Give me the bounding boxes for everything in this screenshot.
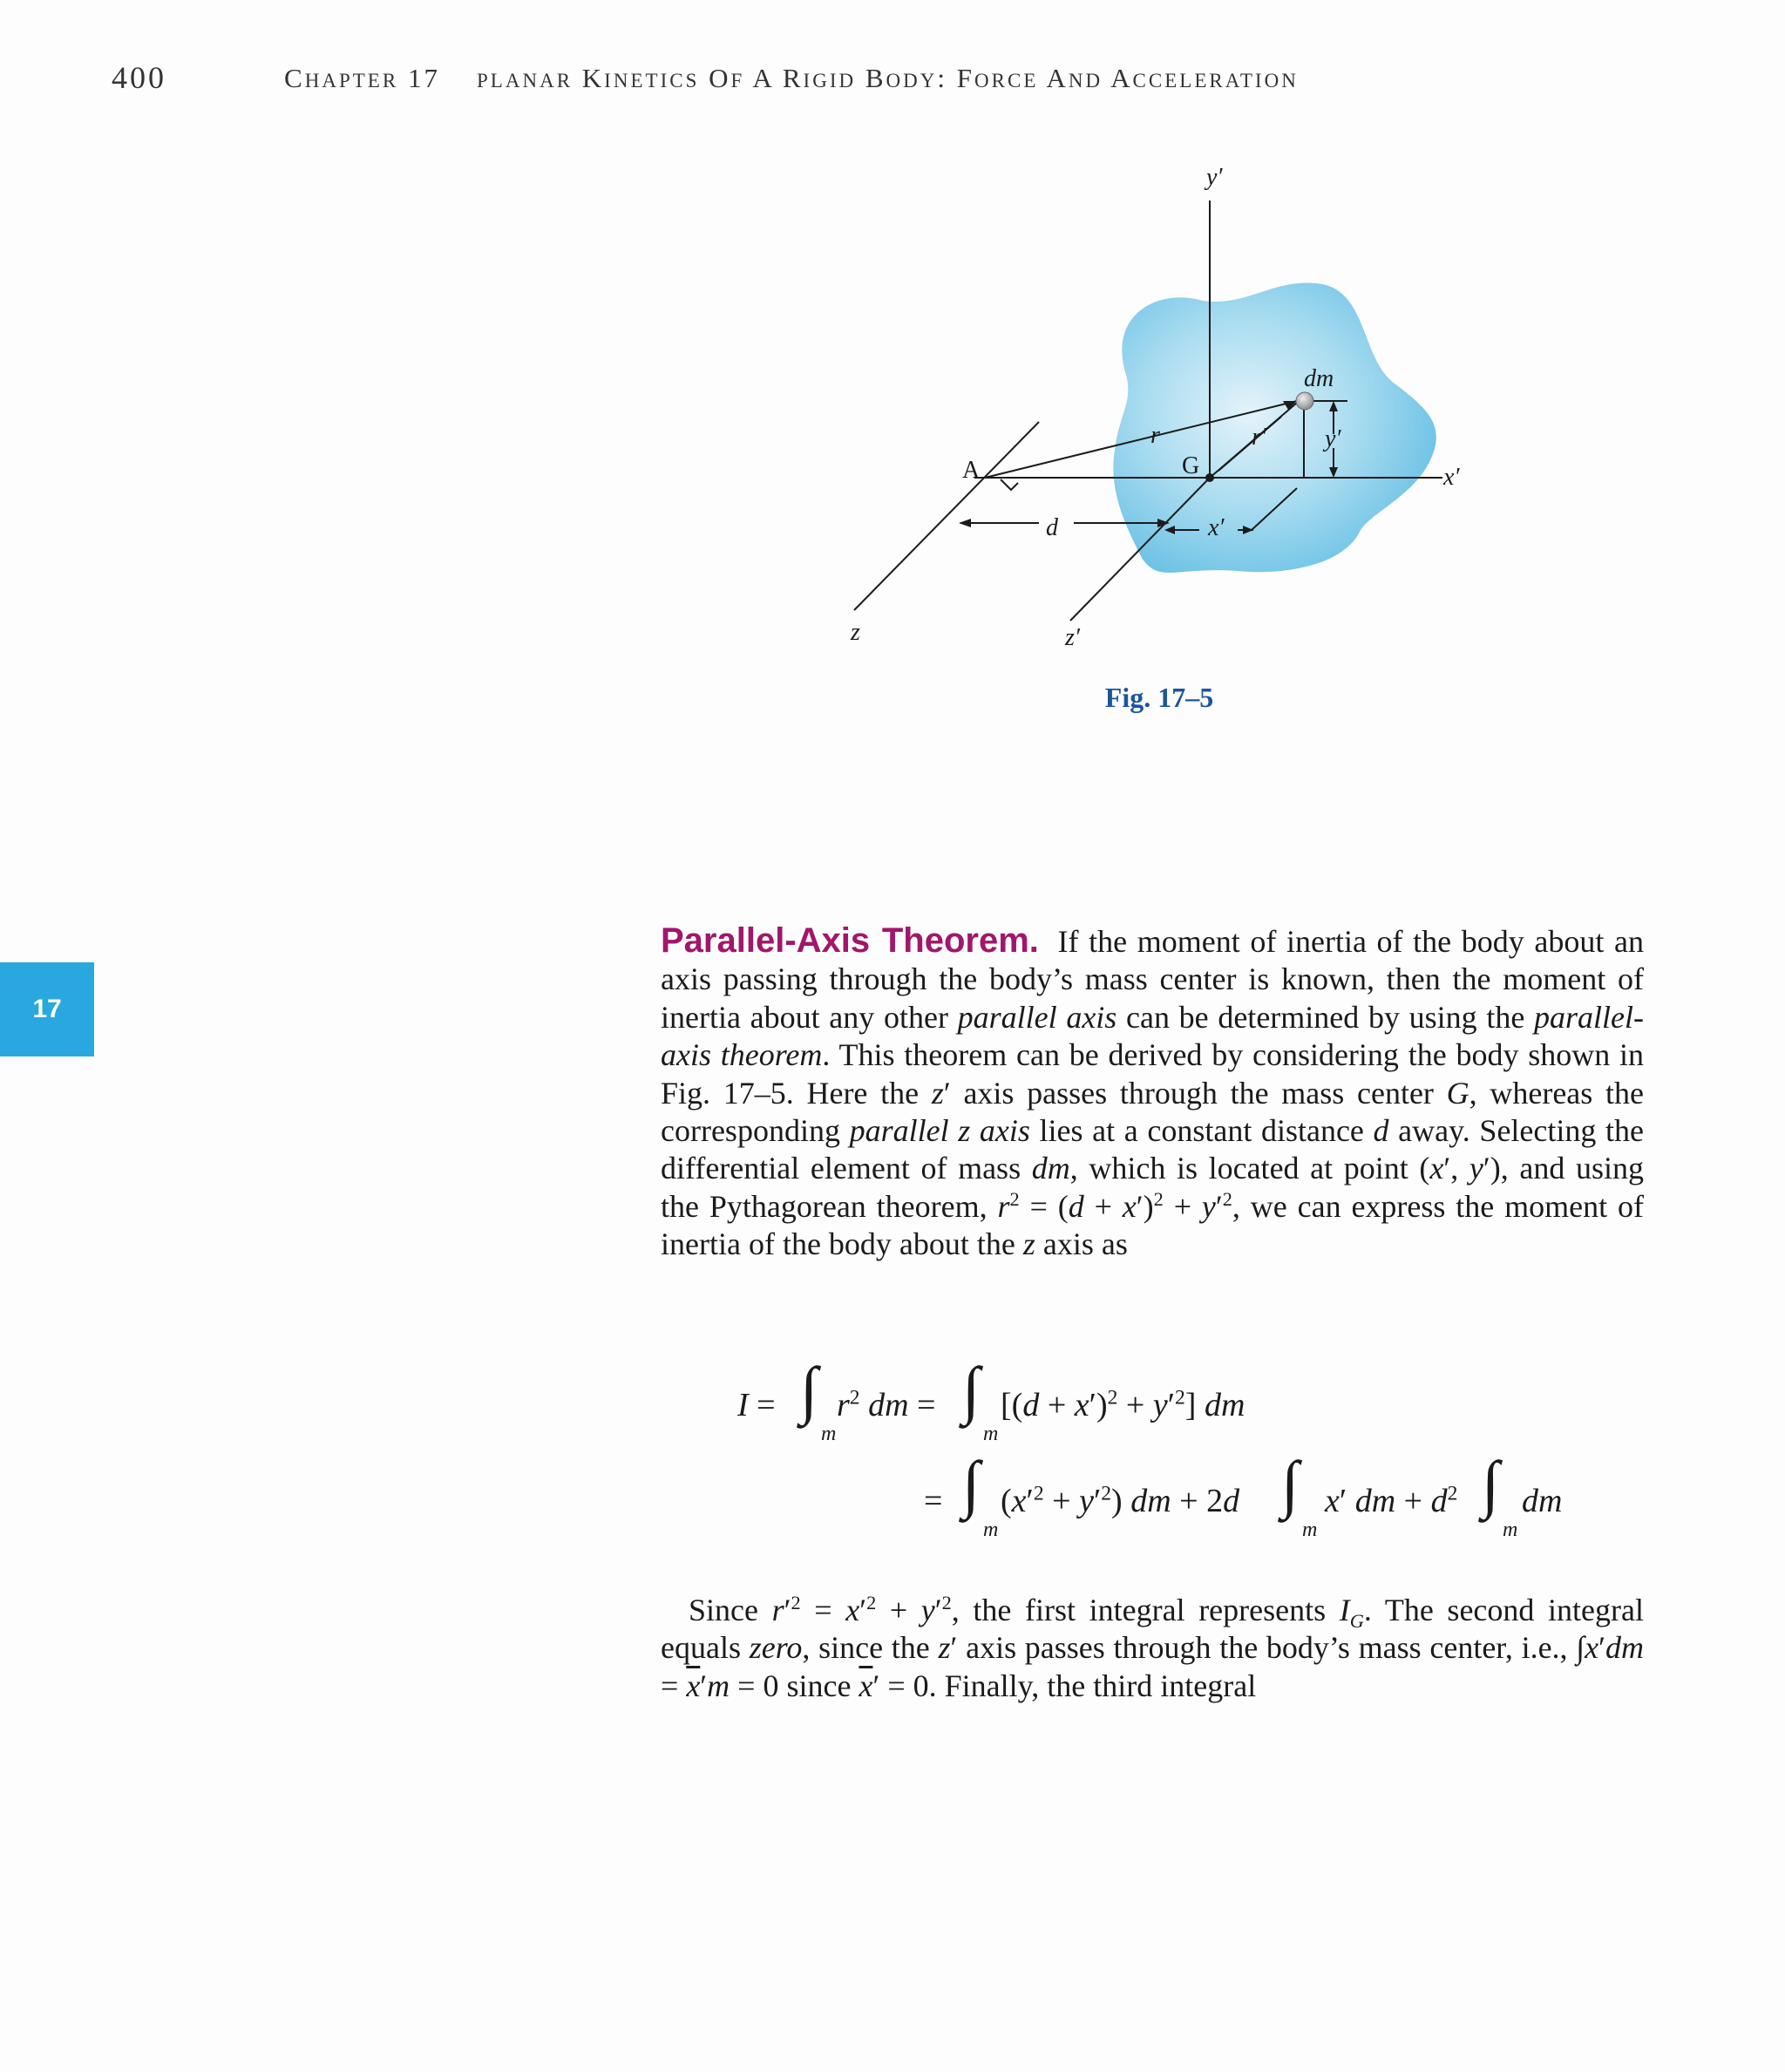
label-dm: dm [1304, 365, 1334, 392]
label-A: A [962, 457, 981, 484]
rigid-body-shape [1113, 282, 1436, 572]
integral-sign: ∫ [1482, 1449, 1500, 1520]
mass-center-point [1205, 473, 1214, 482]
running-head: CHAPTER 17 PLANAR KINETICS OF A RIGID BODY: FORCE AND ACCELERATION [284, 63, 1299, 93]
page-number: 400 [112, 60, 166, 95]
label-x-prime-dim: x′ [1208, 514, 1225, 541]
label-z-prime: z′ [1065, 624, 1081, 651]
equation-line-1: I = [737, 1387, 776, 1423]
figure-caption: Fig. 17–5 [1104, 682, 1214, 713]
section-parallel-axis [661, 922, 1644, 1264]
dm-particle [1296, 392, 1313, 410]
label-x-prime-axis: x′ [1443, 464, 1460, 491]
integral-sign: ∫ [800, 1355, 818, 1426]
section-heading: Parallel-Axis Theorem. [661, 921, 1039, 960]
equation-block: I = ∫ m $r^2$ dm = ∫ m $[(d + x')^2 + y'^2]$ dm = ∫ m $(x'^2 + y'^2)$ dm + 2d ∫ m x′ dm + $d^2$ ∫ m dm [737, 1355, 1563, 1541]
label-r: r [1150, 422, 1160, 449]
integral-sign: ∫ [962, 1449, 981, 1520]
right-angle-marker [1001, 479, 1018, 490]
paragraph-2-container [661, 1592, 1644, 1705]
label-z: z [851, 619, 860, 646]
figure-17-5 [0, 0, 1785, 732]
label-y-prime: y′ [1206, 164, 1223, 191]
paragraph-1: Parallel-Axis Theorem. If the moment of inertia of the body about an axis passing through the body’s mass center is known, then the moment of inertia about any other parallel axis can be determined by using the parallel-axis theorem. This theorem can be derived by considering the body shown in Fig. 17–5. Here the z′ axis passes through the mass center G, whereas the corresponding parallel z axis lies at a constant distance d away. Selecting the differential element of mass dm, which is located at point (x′, y′), and using the Pythagorean theorem, $r^2 = (d + x')^2 + y'^2$, we can express the moment of inertia of the body about the z axis as [661, 921, 1645, 1262]
label-r-prime: r′ [1252, 424, 1267, 451]
integral-sign: ∫ [962, 1355, 981, 1426]
label-d: d [1046, 514, 1058, 541]
label-G: G [1182, 452, 1200, 479]
equation-line-2: = [924, 1483, 943, 1519]
label-y-prime-dim: y′ [1325, 425, 1341, 452]
integral-sign: ∫ [1281, 1449, 1300, 1520]
chapter-tab[interactable]: 17 [0, 962, 94, 1056]
paragraph-2: Since $r'^2 = x'^2 + y'^2$, the first integral represents $I_G$. The second integral equals zero, since the z′ axis passes through the body’s mass center, i.e., $\int x'dm = \overline{x}'m = 0$ since $\overline{x}' = 0$. Finally, the third integral [661, 1592, 1644, 1703]
z-axis [854, 422, 1039, 610]
